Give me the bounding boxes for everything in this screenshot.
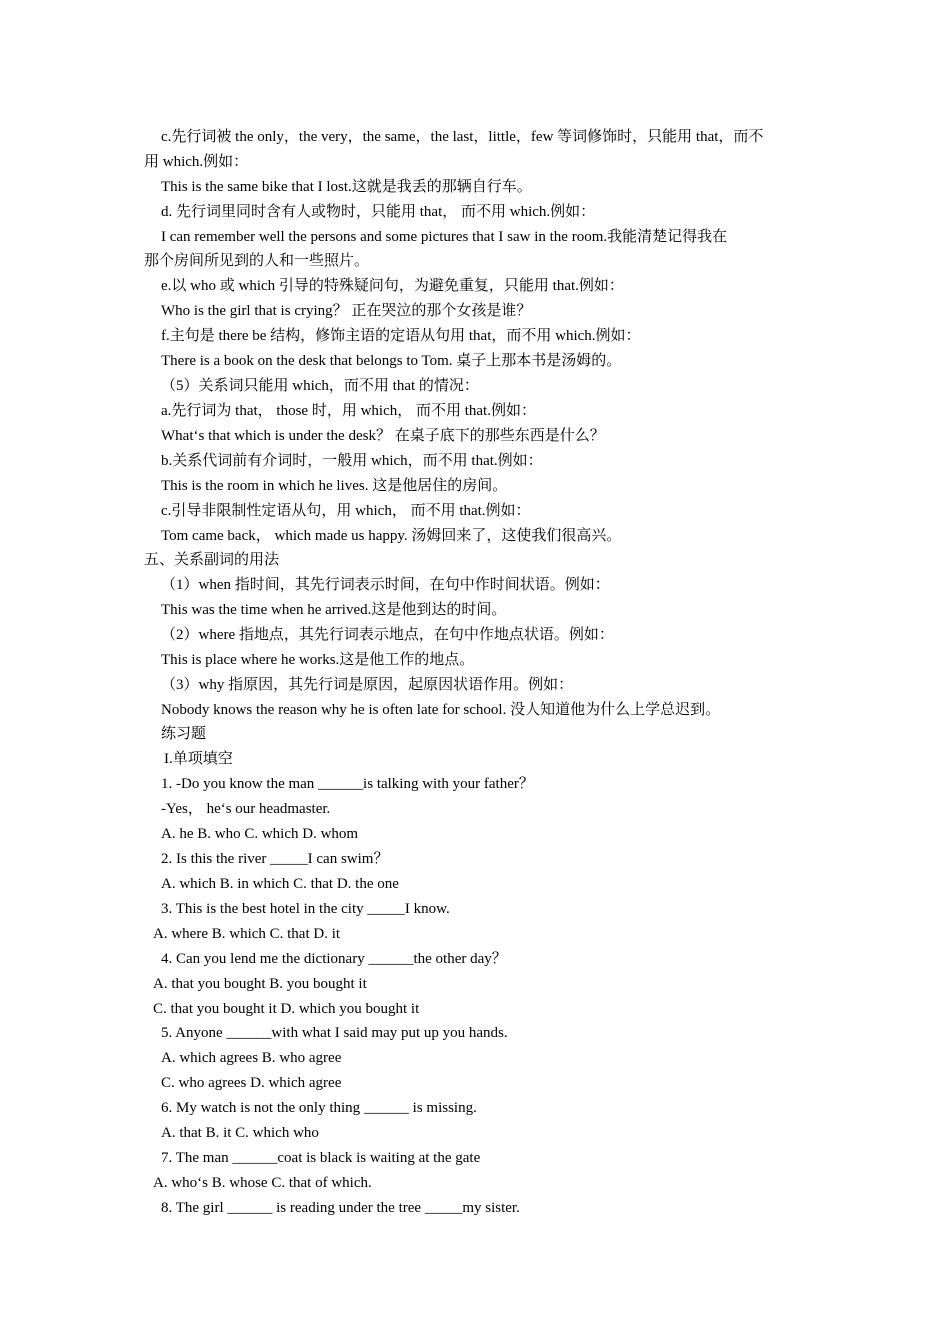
text-line: c.引导非限制性定语从句，用 which， 而不用 that.例如： <box>161 503 531 519</box>
exercise-heading: 练习题 <box>161 726 207 742</box>
text-line: （2）where 指地点，其先行词表示地点，在句中作地点状语。例如： <box>161 627 614 643</box>
section-heading: 五、关系副词的用法 <box>144 552 280 568</box>
question-line: 7. The man ______coat is black is waiting at the gate <box>161 1150 481 1166</box>
question-line: 3. This is the best hotel in the city _____I know. <box>161 901 450 917</box>
answer-options: A. which agrees B. who agree <box>161 1050 342 1066</box>
text-line: This is the same bike that I lost.这就是我丢的那辆自行车。 <box>161 179 532 195</box>
text-line: （1）when 指时间，其先行词表示时间，在句中作时间状语。例如： <box>161 577 610 593</box>
answer-options: A. which B. in which C. that D. the one <box>161 876 399 892</box>
text-line: What‘s that which is under the desk？ 在桌子底下的那些东西是什么？ <box>161 428 605 444</box>
text-line: a.先行词为 that， those 时，用 which， 而不用 that.例如： <box>161 403 536 419</box>
text-line: f.主句是 there be 结构，修饰主语的定语从句用 that，而不用 which.例如： <box>161 328 641 344</box>
question-line: 8. The girl ______ is reading under the tree _____my sister. <box>161 1200 520 1216</box>
text-line: e.以 who 或 which 引导的特殊疑问句，为避免重复，只能用 that.例如： <box>161 278 624 294</box>
text-line: This was the time when he arrived.这是他到达的时间。 <box>161 602 507 618</box>
text-line: b.关系代词前有介词时，一般用 which，而不用 that.例如： <box>161 453 543 469</box>
text-line: c.先行词被 the only，the very，the same，the last，little，few 等词修饰时，只能用 that，而不 <box>161 129 764 145</box>
text-line: This is the room in which he lives. 这是他居住的房间。 <box>161 478 508 494</box>
question-line: 4. Can you lend me the dictionary ______the other day？ <box>161 951 507 967</box>
text-line: 那个房间所见到的人和一些照片。 <box>144 253 370 269</box>
answer-options: A. he B. who C. which D. whom <box>161 826 359 842</box>
text-line: Who is the girl that is crying？ 正在哭泣的那个女孩是谁？ <box>161 303 532 319</box>
text-line: Nobody knows the reason why he is often late for school. 没人知道他为什么上学总迟到。 <box>161 702 721 718</box>
answer-options: C. that you bought it D. which you bought it <box>153 1001 420 1017</box>
answer-options: A. where B. which C. that D. it <box>153 926 341 942</box>
answer-options: A. that you bought B. you bought it <box>153 976 367 992</box>
question-line: -Yes， he‘s our headmaster. <box>161 801 331 817</box>
answer-options: A. that B. it C. which who <box>161 1125 319 1141</box>
text-line: There is a book on the desk that belongs to Tom. 桌子上那本书是汤姆的。 <box>161 353 622 369</box>
question-line: 2. Is this the river _____I can swim？ <box>161 851 389 867</box>
question-line: 5. Anyone ______with what I said may put up you hands. <box>161 1025 508 1041</box>
text-line: d. 先行词里同时含有人或物时，只能用 that， 而不用 which.例如： <box>161 204 596 220</box>
exercise-subheading: I.单项填空 <box>164 751 233 767</box>
text-line: （3）why 指原因，其先行词是原因，起原因状语作用。例如： <box>161 677 574 693</box>
text-line: （5）关系词只能用 which，而不用 that 的情况： <box>161 378 479 394</box>
text-line: Tom came back， which made us happy. 汤姆回来了，这使我们很高兴。 <box>161 528 622 544</box>
question-line: 1. -Do you know the man ______is talking with your father？ <box>161 776 534 792</box>
text-line: This is place where he works.这是他工作的地点。 <box>161 652 475 668</box>
text-line: I can remember well the persons and some pictures that I saw in the room.我能清楚记得我在 <box>161 229 728 245</box>
question-line: 6. My watch is not the only thing ______ is missing. <box>161 1100 477 1116</box>
text-line: 用 which.例如： <box>144 154 249 170</box>
answer-options: C. who agrees D. which agree <box>161 1075 342 1091</box>
answer-options: A. who‘s B. whose C. that of which. <box>153 1175 372 1191</box>
